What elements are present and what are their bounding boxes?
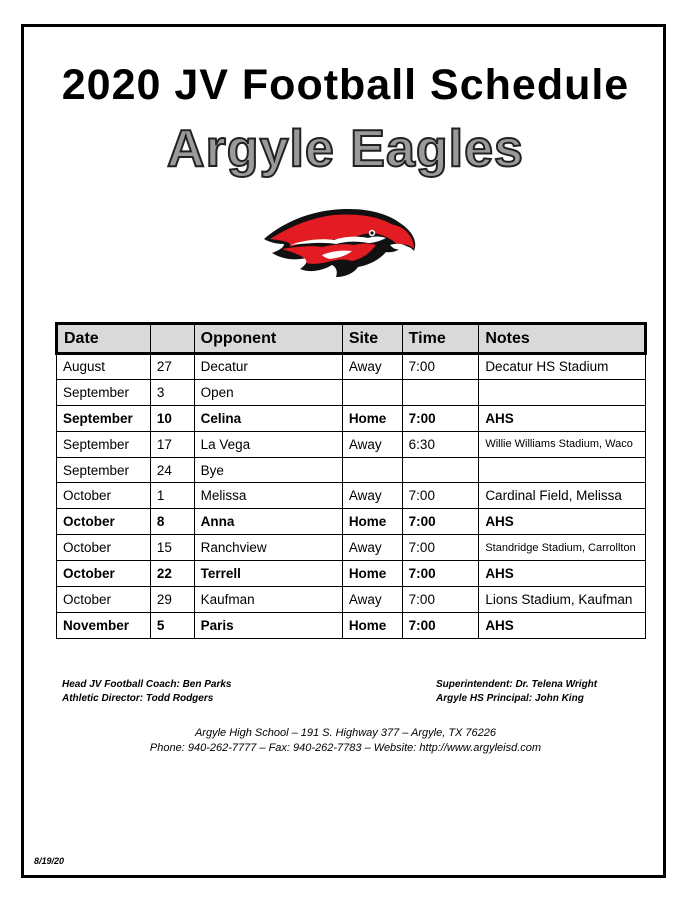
cell-month: October [57, 509, 151, 535]
phone-line: Phone: 940-262-7777 – Fax: 940-262-7783 – Website: http://www.argyleisd.com [149, 742, 542, 754]
cell-site: Away [342, 431, 402, 457]
cell-notes: AHS [479, 561, 646, 587]
cell-opponent: Open [194, 379, 342, 405]
cell-site [342, 379, 402, 405]
cell-day: 3 [150, 379, 194, 405]
cell-opponent: Kaufman [194, 587, 342, 613]
cell-month: September [57, 457, 151, 483]
cell-site: Away [342, 483, 402, 509]
cell-time: 7:00 [402, 535, 479, 561]
schedule-body [57, 354, 646, 639]
cell-time: 7:00 [402, 561, 479, 587]
table-row [57, 457, 646, 483]
cell-notes [479, 457, 646, 483]
cell-opponent: Decatur [194, 354, 342, 380]
cell-notes: AHS [479, 612, 646, 638]
cell-month: November [57, 612, 151, 638]
cell-month: October [57, 483, 151, 509]
cell-notes: Standridge Stadium, Carrollton [479, 535, 646, 561]
cell-site: Home [342, 509, 402, 535]
header-site: Site [342, 324, 402, 354]
cell-opponent: Anna [194, 509, 342, 535]
cell-opponent: Melissa [194, 483, 342, 509]
header-time: Time [402, 324, 479, 354]
cell-opponent: Celina [194, 405, 342, 431]
table-row [57, 405, 646, 431]
cell-site: Away [342, 587, 402, 613]
cell-day: 15 [150, 535, 194, 561]
athletic-director-credit: Athletic Director: Todd Rodgers [62, 693, 214, 704]
table-row [57, 561, 646, 587]
cell-month: September [57, 431, 151, 457]
cell-notes: Willie Williams Stadium, Waco [479, 431, 646, 457]
page-title: 2020 JV Football Schedule [61, 61, 630, 109]
cell-site: Home [342, 612, 402, 638]
cell-day: 5 [150, 612, 194, 638]
cell-opponent: Ranchview [194, 535, 342, 561]
cell-month: September [57, 405, 151, 431]
cell-day: 27 [150, 354, 194, 380]
table-row [57, 587, 646, 613]
staff-right [436, 678, 597, 706]
table-row [57, 535, 646, 561]
cell-day: 24 [150, 457, 194, 483]
cell-notes: Cardinal Field, Melissa [479, 483, 646, 509]
cell-opponent: Paris [194, 612, 342, 638]
cell-day: 8 [150, 509, 194, 535]
cell-time: 7:00 [402, 354, 479, 380]
coach-credit: Head JV Football Coach: Ben Parks [62, 679, 232, 690]
cell-notes [479, 379, 646, 405]
cell-site [342, 457, 402, 483]
cell-opponent: Bye [194, 457, 342, 483]
header-notes: Notes [479, 324, 646, 354]
cell-month: October [57, 561, 151, 587]
cell-month: October [57, 587, 151, 613]
cell-site: Away [342, 354, 402, 380]
cell-time: 6:30 [402, 431, 479, 457]
cell-day: 1 [150, 483, 194, 509]
staff-left [62, 678, 232, 706]
cell-day: 10 [150, 405, 194, 431]
cell-time: 7:00 [402, 483, 479, 509]
table-row [57, 509, 646, 535]
superintendent-credit: Superintendent: Dr. Telena Wright [436, 679, 598, 690]
eagle-head-icon [262, 203, 422, 279]
revision-date: 8/19/20 [34, 856, 65, 866]
cell-month: October [57, 535, 151, 561]
cell-time: 7:00 [402, 612, 479, 638]
cell-site: Home [342, 561, 402, 587]
table-row [57, 354, 646, 380]
cell-time: 7:00 [402, 587, 479, 613]
cell-day: 29 [150, 587, 194, 613]
schedule-table [55, 322, 647, 639]
table-row [57, 483, 646, 509]
cell-notes: AHS [479, 509, 646, 535]
address-line: Argyle High School – 191 S. Highway 377 – Argyle, TX 76226 [194, 727, 497, 739]
contact-info [0, 726, 691, 756]
header-opponent: Opponent [194, 324, 342, 354]
cell-day: 22 [150, 561, 194, 587]
cell-time [402, 379, 479, 405]
cell-time [402, 457, 479, 483]
table-row [57, 379, 646, 405]
cell-opponent: La Vega [194, 431, 342, 457]
table-header-row [57, 324, 646, 354]
header-date: Date [57, 324, 151, 354]
header-day [150, 324, 194, 354]
page-subtitle: Argyle Eagles [167, 120, 524, 178]
cell-notes: AHS [479, 405, 646, 431]
cell-site: Home [342, 405, 402, 431]
cell-notes: Decatur HS Stadium [479, 354, 646, 380]
cell-opponent: Terrell [194, 561, 342, 587]
cell-site: Away [342, 535, 402, 561]
principal-credit: Argyle HS Principal: John King [436, 693, 584, 704]
table-row [57, 612, 646, 638]
cell-month: September [57, 379, 151, 405]
table-row [57, 431, 646, 457]
cell-month: August [57, 354, 151, 380]
cell-notes: Lions Stadium, Kaufman [479, 587, 646, 613]
cell-time: 7:00 [402, 509, 479, 535]
cell-time: 7:00 [402, 405, 479, 431]
cell-day: 17 [150, 431, 194, 457]
